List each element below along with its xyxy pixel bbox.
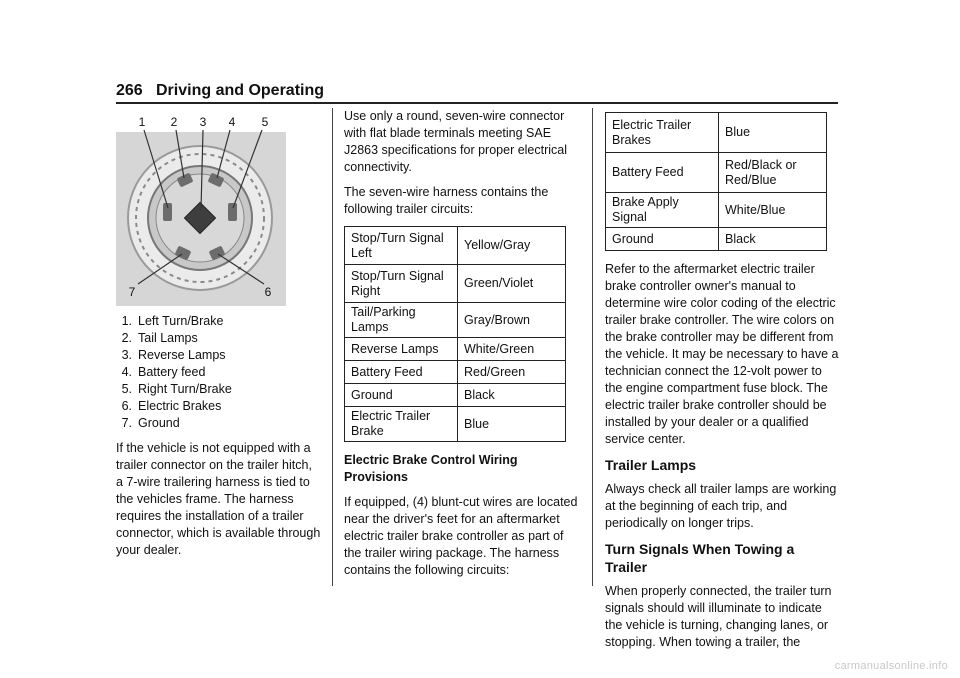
table-row: Electric Trailer Brake Blue [345, 407, 566, 442]
trailer-connector-diagram [116, 108, 316, 308]
connector-legend [116, 313, 321, 432]
turn-signals-paragraph: When properly connected, the trailer turn signals should will illuminate to indicate the vehicle is turning, changing lanes, or stopping. When towing a trailer, the [605, 584, 832, 649]
table-row: Brake Apply Signal White/Blue [606, 193, 827, 228]
callout-2: 2 [170, 115, 178, 129]
column-3 [605, 112, 839, 659]
table-row: Reverse Lamps White/Green [345, 338, 566, 361]
legend-item: 6. Electric Brakes [121, 399, 222, 413]
legend-item: 5. Right Turn/Brake [121, 382, 232, 396]
column-divider-1 [332, 108, 333, 586]
legend-item: 7. Ground [121, 416, 180, 430]
column-1 [116, 108, 321, 567]
legend-item: 4. Battery feed [121, 365, 206, 379]
header-rule [116, 102, 838, 104]
brake-controller-paragraph: Refer to the aftermarket electric trailer brake controller owner's manual to determine wire color coding of the electric trailer brake controller. The wire colors on the brake controller may be different from the vehicle. It may be necessary to have a technician connect the 12-volt power to the engine compartment fuse block. The electric trailer brake controller should be installed by your dealer or a qualified service center. [605, 262, 839, 446]
page-number: 266 [116, 82, 143, 99]
table-row: Stop/Turn Signal Right Green/Violet [345, 265, 566, 303]
pin-5 [228, 203, 237, 221]
table-row: Stop/Turn Signal Left Yellow/Gray [345, 227, 566, 265]
circuits-table [344, 226, 566, 442]
callout-4: 4 [228, 115, 236, 129]
circuits-lead: The seven-wire harness contains the following trailer circuits: [344, 185, 549, 216]
watermark: carmanualsonline.info [834, 660, 948, 672]
column-2 [344, 108, 580, 587]
table-row: Ground Black [606, 228, 827, 251]
section-title: Driving and Operating [156, 82, 325, 99]
table-row: Ground Black [345, 384, 566, 407]
callout-3: 3 [199, 115, 207, 129]
table-row: Electric Trailer Brakes Blue [606, 113, 827, 153]
callout-1: 1 [138, 115, 146, 129]
table-row: Battery Feed Red/Green [345, 361, 566, 384]
wiring-provisions-heading: Electric Brake Control Wiring Provisions [344, 453, 518, 484]
table-row: Battery Feed Red/Black or Red/Blue [606, 153, 827, 193]
legend-item: 3. Reverse Lamps [121, 348, 226, 362]
trailer-lamps-heading: Trailer Lamps [605, 457, 697, 473]
harness-paragraph: If the vehicle is not equipped with a trailer connector on the trailer hitch, a 7-wire trailering harness is tied to the vehicles frame. The harness requires the installation of a trailer connector, which is available through your dealer. [116, 441, 321, 557]
table-row: Tail/Parking Lamps Gray/Brown [345, 303, 566, 338]
turn-signals-heading: Turn Signals When Towing a Trailer [605, 541, 795, 575]
callout-7: 7 [128, 285, 136, 299]
trailer-lamps-paragraph: Always check all trailer lamps are working at the beginning of each trip, and periodically on longer trips. [605, 482, 837, 530]
provisions-table [605, 112, 827, 251]
legend-item: 1. Left Turn/Brake [121, 314, 224, 328]
provisions-paragraph: If equipped, (4) blunt-cut wires are located near the driver's feet for an aftermarket electric trailer brake controller as part of the trailer wiring package. The harness contains the following circuits: [344, 495, 578, 577]
callout-6: 6 [264, 285, 272, 299]
callout-5: 5 [261, 115, 269, 129]
legend-item: 2. Tail Lamps [121, 331, 198, 345]
column-divider-2 [592, 108, 593, 586]
connector-intro: Use only a round, seven-wire connector with flat blade terminals meeting SAE J2863 specifications for proper electrical connectivity. [344, 109, 568, 174]
